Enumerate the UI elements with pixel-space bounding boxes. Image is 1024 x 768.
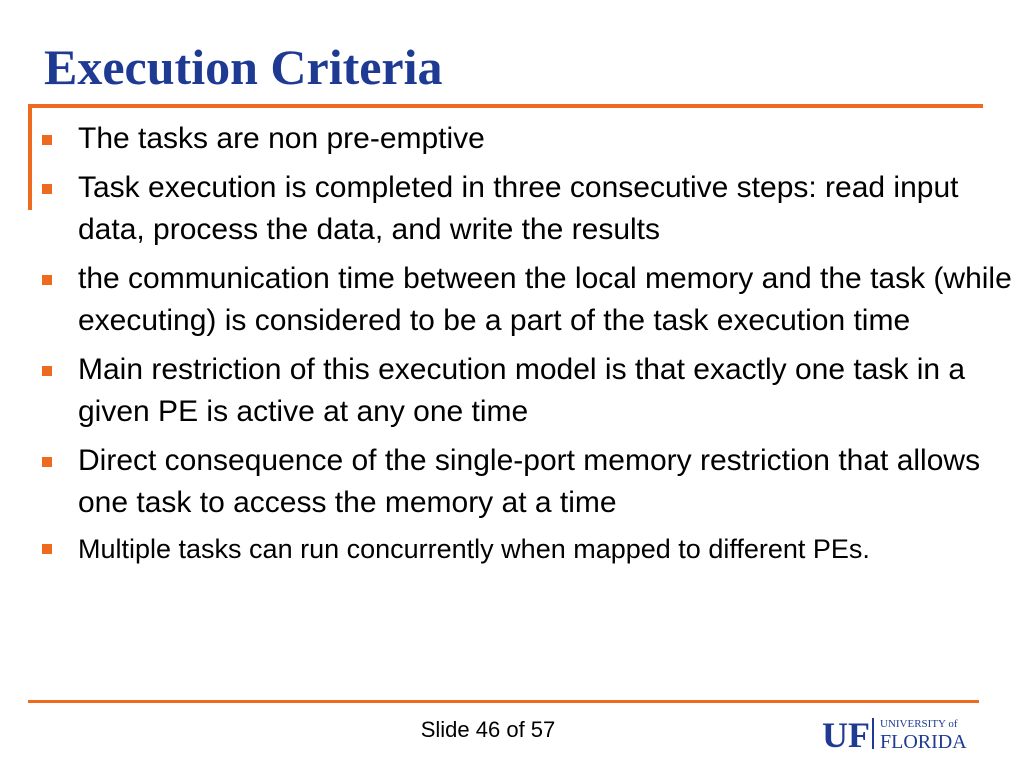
logo-uf-text: UF — [822, 715, 870, 754]
bullet-item — [40, 440, 1015, 524]
left-accent-divider — [28, 104, 32, 210]
bullet-text: The tasks are non pre-emptive — [78, 122, 485, 155]
bullet-item — [40, 531, 1015, 567]
university-of-florida-logo — [820, 712, 980, 754]
square-bullet-icon — [42, 184, 52, 194]
logo-university-of-text: UNIVERSITY of — [880, 718, 958, 730]
logo-florida-text: FLORIDA — [880, 731, 967, 753]
bullet-text: the communication time between the local memory and the task (while executing) is considered to be a part of the task execution time — [78, 262, 1012, 337]
bullet-text: Multiple tasks can run concurrently when mapped to different PEs. — [78, 534, 870, 564]
slide-title: Execution Criteria — [44, 39, 443, 95]
bullet-item — [40, 118, 1015, 160]
square-bullet-icon — [42, 544, 52, 554]
bullet-text: Direct consequence of the single-port memory restriction that allows one task to access the memory at a time — [78, 444, 981, 519]
square-bullet-icon — [42, 275, 52, 285]
square-bullet-icon — [42, 135, 52, 145]
square-bullet-icon — [42, 457, 52, 467]
bottom-divider — [28, 700, 979, 703]
bullet-item — [40, 349, 1015, 433]
top-divider — [28, 104, 983, 108]
bullet-list — [40, 118, 1015, 574]
slide-number: Slide 46 of 57 — [420, 717, 556, 742]
bullet-item — [40, 167, 1015, 251]
bullet-text: Main restriction of this execution model is that exactly one task in a given PE is active at any one time — [78, 353, 966, 428]
logo-divider — [872, 718, 874, 749]
bullet-item — [40, 258, 1015, 342]
square-bullet-icon — [42, 366, 52, 376]
bullet-text: Task execution is completed in three consecutive steps: read input data, process the data, and write the results — [78, 171, 959, 246]
